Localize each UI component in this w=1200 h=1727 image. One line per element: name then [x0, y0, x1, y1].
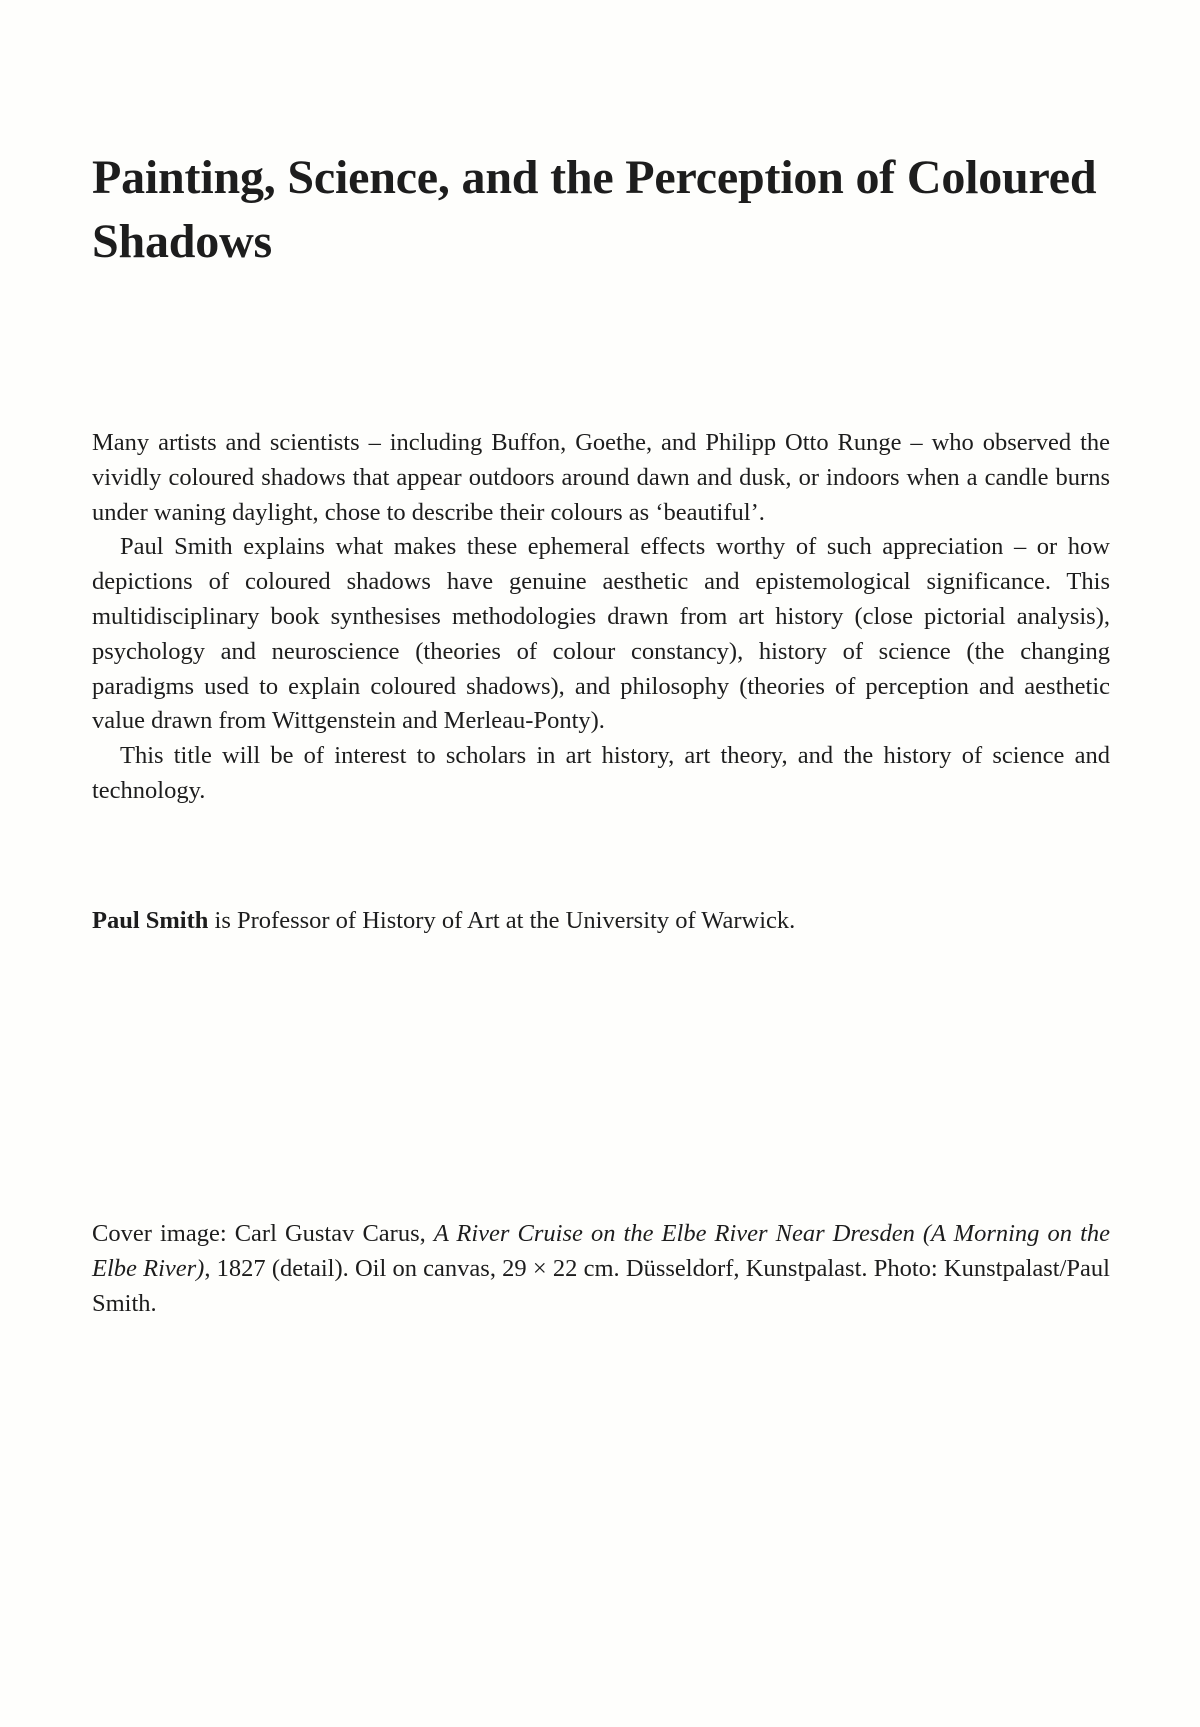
artwork-title: A River Cruise on the Elbe River Near Dresden (A Morning on the Elbe River)	[92, 1220, 1110, 1282]
book-title: Painting, Science, and the Perception of Coloured Shadows	[92, 151, 1097, 268]
credit-prefix: Cover image: Carl Gustav Carus,	[92, 1220, 434, 1247]
book-description	[92, 426, 1110, 809]
credit-details: , 1827 (detail). Oil on canvas, 29 × 22 cm. Düsseldorf, Kunstpalast. Photo: Kunstpalast/Paul Smith.	[92, 1254, 1110, 1317]
description-paragraph: Many artists and scientists – including Buffon, Goethe, and Philipp Otto Runge – who observed the vividly coloured shadows that appear outdoors around dawn and dusk, or indoors when a candle burns under waning daylight, chose to describe their colours as ‘beautiful’.	[92, 429, 1110, 526]
description-paragraph: Paul Smith explains what makes these ephemeral effects worthy of such appreciation – or how depictions of coloured shadows have genuine aesthetic and epistemological significance. This multidisciplinary book synthesises methodologies drawn from art history (close pictorial analysis), psychology and neuroscience (theories of colour constancy), history of science (the changing paradigms used to explain coloured shadows), and philosophy (theories of perception and aesthetic value drawn from Wittgenstein and Merleau-Ponty).	[92, 533, 1110, 735]
author-bio	[92, 904, 1110, 939]
cover-image-credit	[92, 1217, 1110, 1321]
description-paragraph: This title will be of interest to scholars in art history, art theory, and the history of science and technology.	[92, 742, 1110, 804]
author-name: Paul Smith	[92, 907, 209, 934]
author-bio-text: is Professor of History of Art at the University of Warwick.	[208, 907, 796, 934]
